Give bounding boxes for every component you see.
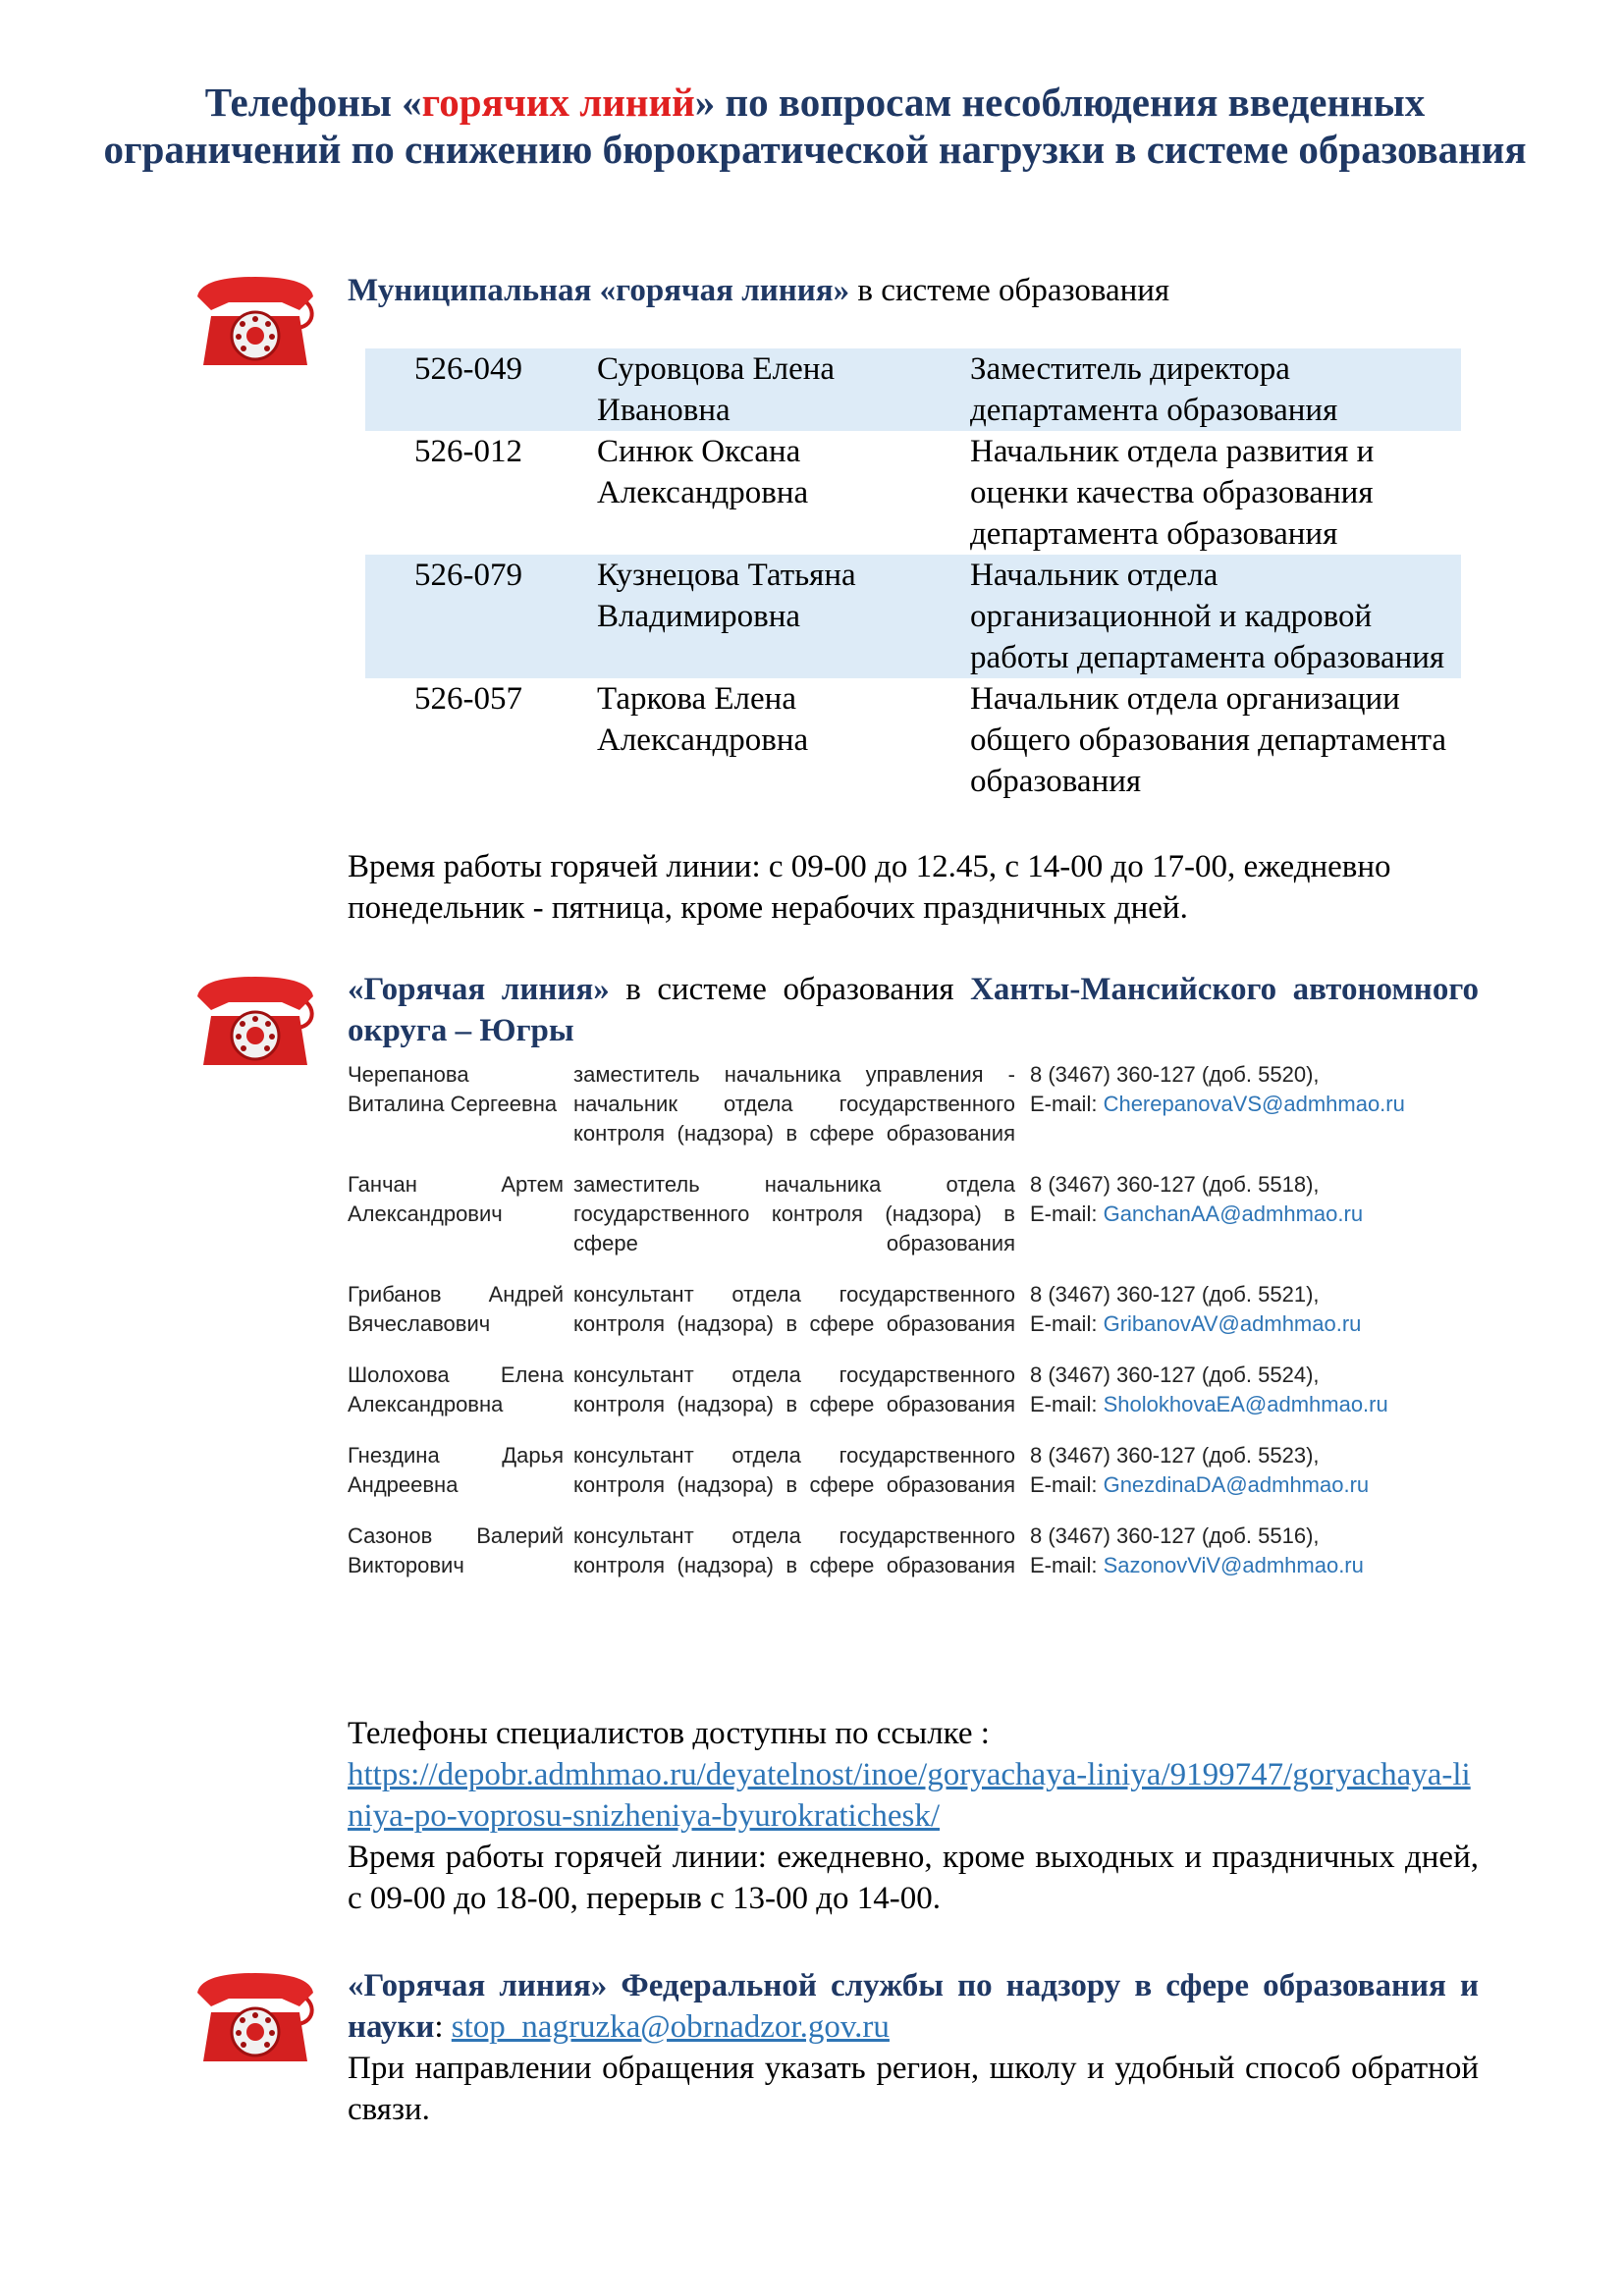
list-item [348,1280,1437,1361]
contact-name: Синюк Оксана Александровна [597,434,809,510]
contact-details [1030,1361,1437,1441]
regional-links-block [348,1713,1479,1919]
contact-name: Таркова Елена Александровна [597,681,809,758]
federal-note: При направлении обращения указать регион, школу и удобный способ обратной связи. [348,2051,1479,2127]
contact-name: Суровцова Елена Ивановна [597,348,970,431]
contact-email-row [1030,1200,1437,1229]
contact-email[interactable]: GnezdinaDA@admhmao.ru [1103,1472,1370,1497]
municipal-hours: Время работы горячей линии: с 09-00 до 12.45, с 14-00 до 17-00, ежедневно понедельник - пятница, кроме нерабочих праздничных дней. [348,849,1391,926]
contact-position: Начальник отдела организационной и кадровой работы департамента образования [970,555,1461,678]
regional-hours: Время работы горячей линии: ежедневно, кроме выходных и праздничных дней, с 09-00 до 18-00, перерыв с 13-00 до 14-00. [348,1840,1479,1916]
email-label: E-mail: [1030,1553,1098,1577]
contact-position: заместитель начальника управления - начальник отдела государственного контроля (надзора) в сфере образования [573,1062,1015,1146]
contact-name: Кузнецова Татьяна Владимировна [597,555,970,678]
email-label: E-mail: [1030,1092,1098,1116]
contact-email-row [1030,1390,1437,1419]
regional-heading-rest: в системе образования [609,972,971,1007]
email-label: E-mail: [1030,1311,1098,1336]
table-row [365,348,1461,431]
municipal-heading-bold: Муниципальная «горячая линия» [348,273,850,308]
contact-email-row [1030,1309,1437,1339]
regional-heading-bold-2: Ханты-Мансийского автономного округа – Югры [348,972,1479,1048]
contact-position: консультант отдела государственного контроля (надзора) в сфере образования [573,1523,1015,1577]
contact-position: Заместитель директора департамента образования [970,348,1461,431]
link-intro: Телефоны специалистов доступны по ссылке : [348,1716,990,1751]
list-item [348,1361,1437,1441]
municipal-heading-rest: в системе образования [849,273,1170,308]
table-row [365,431,1461,555]
contact-email-row [1030,1470,1437,1500]
contact-email-row [1030,1090,1437,1119]
regional-heading [348,969,1479,1051]
contact-details [1030,1280,1437,1361]
contact-name: Грибанов Андрей Вячеславович [348,1282,564,1336]
municipal-contacts-table [365,348,1461,802]
contact-phone: 8 (3467) 360-127 (доб. 5518), [1030,1172,1320,1197]
contact-position: консультант отдела государственного контроля (надзора) в сфере образования [573,1362,1015,1416]
federal-email-link[interactable]: stop_nagruzka@obrnadzor.gov.ru [451,2009,890,2045]
email-label: E-mail: [1030,1201,1098,1226]
regional-contacts-list [348,1060,1437,1602]
telephone-icon [191,967,319,1075]
table-row [365,678,1461,802]
contact-phone: 8 (3467) 360-127 (доб. 5516), [1030,1523,1320,1548]
telephone-icon [191,1963,319,2071]
municipal-heading [348,270,1479,311]
list-item [348,1170,1437,1280]
contact-position: Начальник отдела организации общего образования департамента образования [970,681,1447,799]
contact-details [1030,1170,1437,1280]
contact-email[interactable]: GribanovAV@admhmao.ru [1103,1311,1362,1336]
contact-position: консультант отдела государственного контроля (надзора) в сфере образования [573,1282,1015,1336]
federal-heading [348,1965,1479,2048]
federal-colon: : [434,2009,452,2045]
list-item [348,1441,1437,1522]
contact-position: консультант отдела государственного контроля (надзора) в сфере образования [573,1443,1015,1497]
title-suffix: » по вопросам несоблюдения введенных ограничений по снижению бюрократической нагрузки в системе образования [103,80,1527,172]
contact-name: Ганчан Артем Александрович [348,1172,564,1226]
contact-phone: 8 (3467) 360-127 (доб. 5523), [1030,1443,1320,1468]
email-label: E-mail: [1030,1472,1098,1497]
regional-heading-bold-1: «Горячая линия» [348,972,610,1007]
contact-phone: 526-012 [414,434,522,469]
contact-phone: 8 (3467) 360-127 (доб. 5524), [1030,1362,1320,1387]
email-label: E-mail: [1030,1392,1098,1416]
contact-phone: 526-049 [365,348,597,431]
contact-details [1030,1522,1437,1602]
hotline-link[interactable]: https://depobr.admhmao.ru/deyatelnost/inoe/goryachaya-liniya/9199747/goryachaya-liniya-po-voprosu-snizheniya-byurokratichesk/ [348,1757,1471,1834]
telephone-icon [191,267,319,375]
federal-heading-bold: «Горячая линия» Федеральной службы по надзору в сфере образования и науки [348,1968,1479,2045]
title-highlight: горячих линий [421,80,695,125]
contact-phone: 8 (3467) 360-127 (доб. 5521), [1030,1282,1320,1307]
contact-name: Шолохова Елена Александровна [348,1362,564,1416]
contact-details [1030,1060,1437,1170]
contact-email[interactable]: GanchanAA@admhmao.ru [1103,1201,1364,1226]
list-item [348,1060,1437,1170]
contact-position: заместитель начальника отдела государственного контроля (надзора) в сфере образования [573,1172,1015,1255]
contact-name: Черепанова Виталина Сергеевна [348,1062,558,1116]
contact-name: Гнездина Дарья Андреевна [348,1443,564,1497]
table-row [365,555,1461,678]
page-title [98,79,1532,173]
contact-email[interactable]: CherepanovaVS@admhmao.ru [1103,1092,1405,1116]
title-prefix: Телефоны « [204,80,422,125]
contact-email[interactable]: SazonovViV@admhmao.ru [1103,1553,1364,1577]
contact-phone: 526-079 [365,555,597,678]
contact-phone: 526-057 [414,681,522,717]
contact-name: Сазонов Валерий Викторович [348,1523,564,1577]
contact-details [1030,1441,1437,1522]
contact-email-row [1030,1551,1437,1580]
list-item [348,1522,1437,1602]
contact-position: Начальник отдела развития и оценки качества образования департамента образования [970,434,1375,552]
contact-phone: 8 (3467) 360-127 (доб. 5520), [1030,1062,1320,1087]
contact-email[interactable]: SholokhovaEA@admhmao.ru [1103,1392,1388,1416]
